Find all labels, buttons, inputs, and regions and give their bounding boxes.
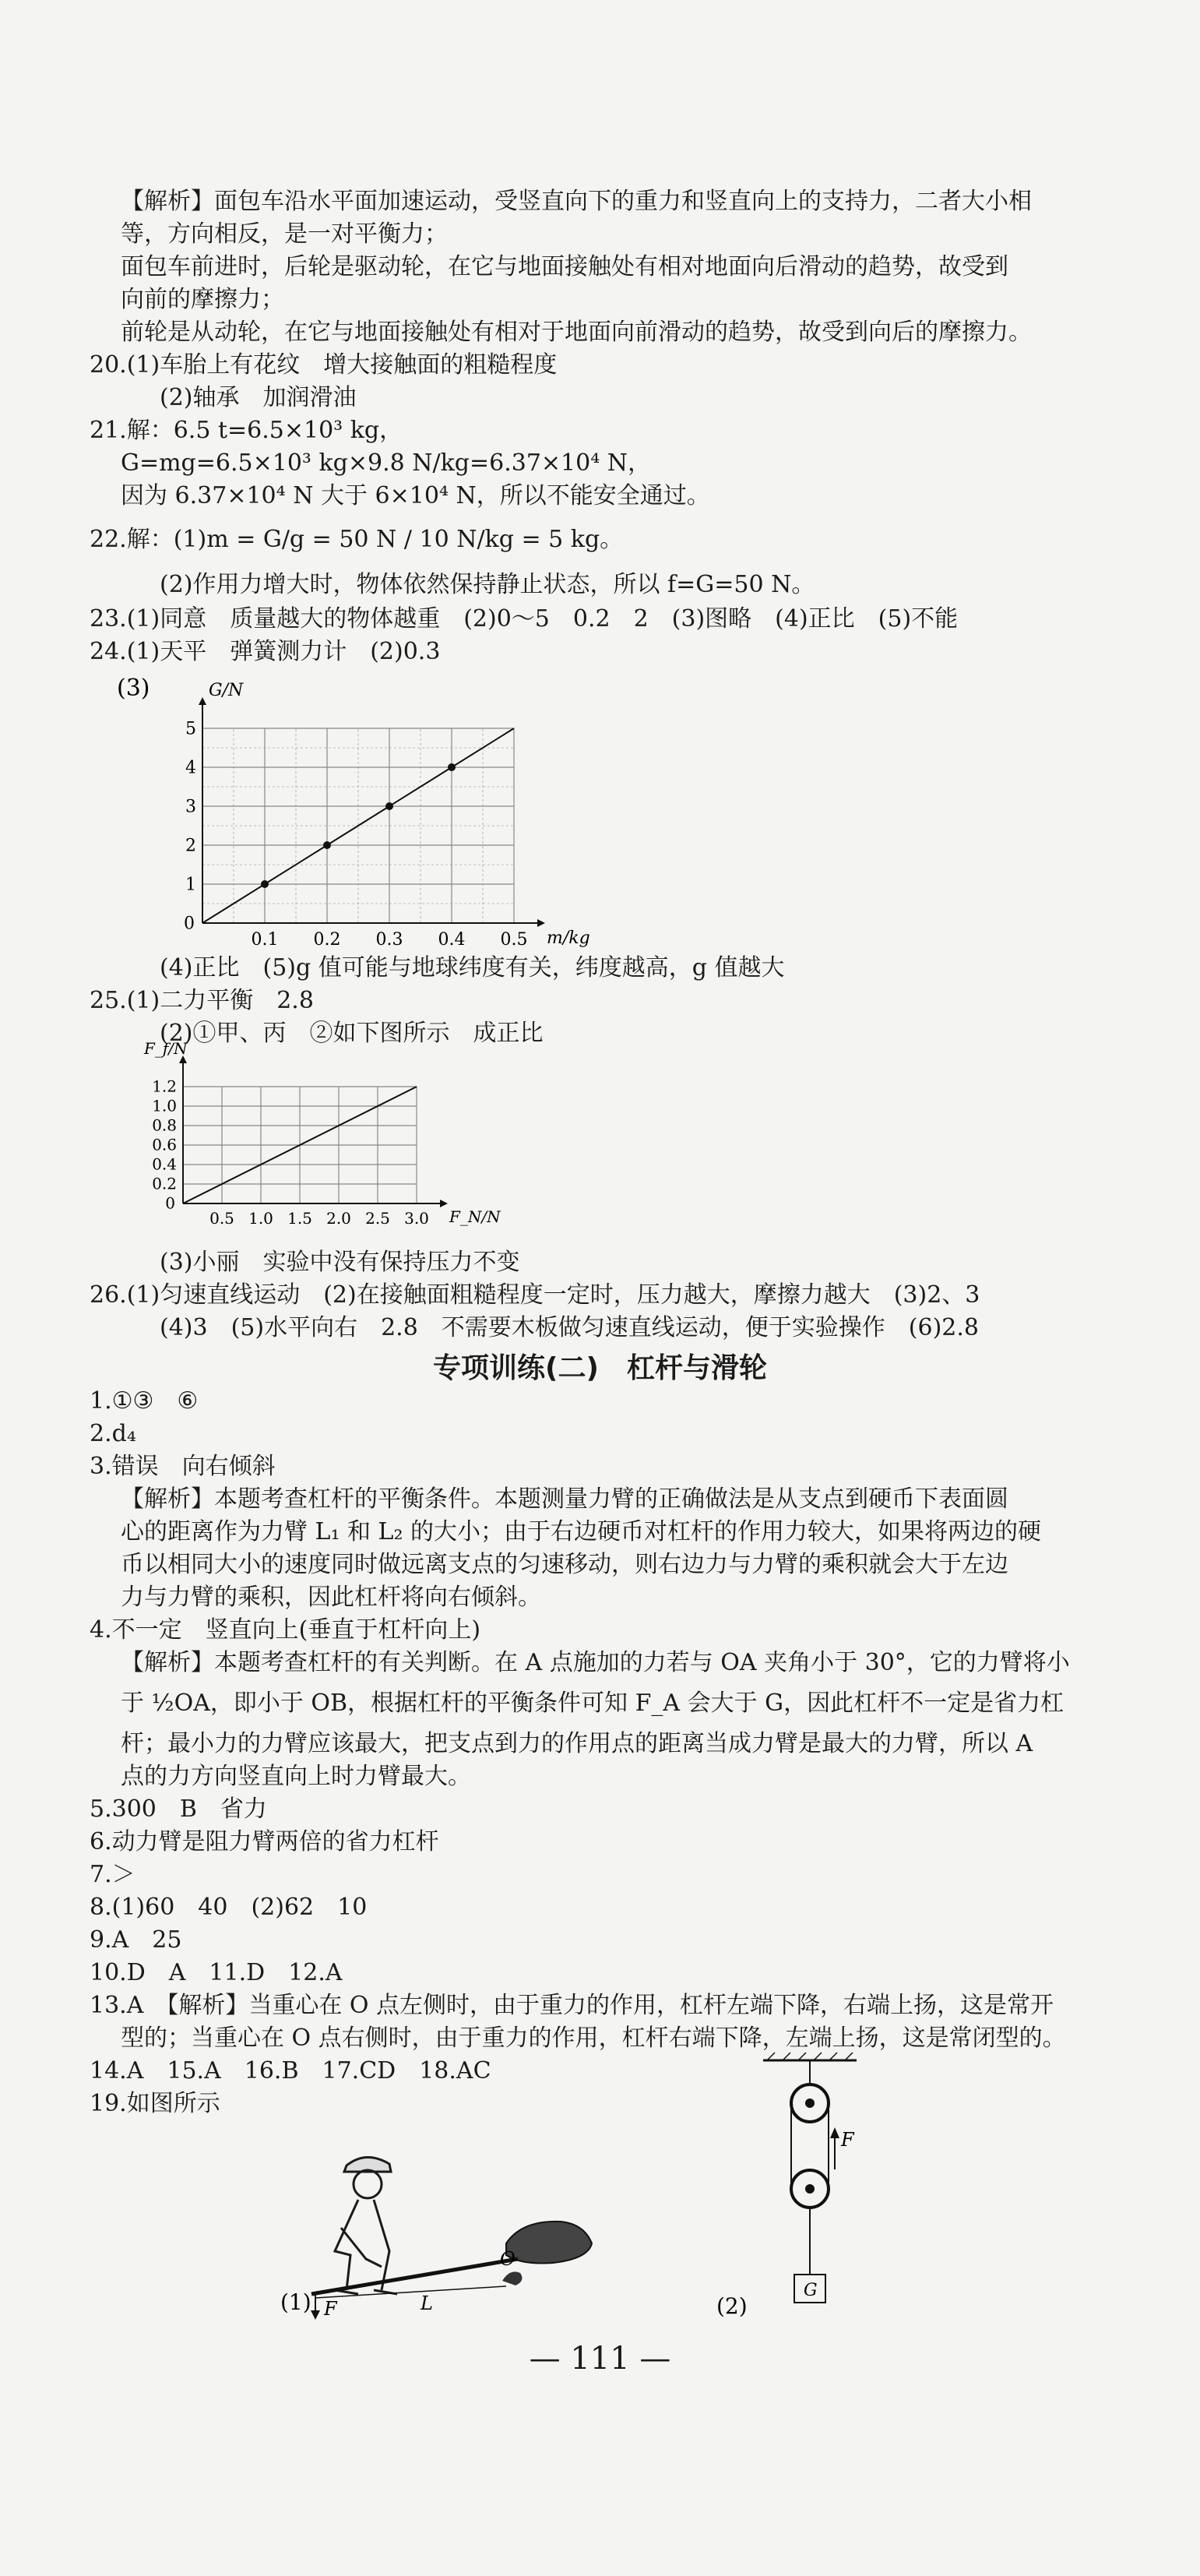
- x-tick-label: 2.5: [365, 1209, 390, 1228]
- fig2-label: (2): [716, 2293, 748, 2319]
- fulcrum-icon: [502, 2271, 522, 2285]
- text-line: 23.(1)同意 质量越大的物体越重 (2)0～5 0.2 2 (3)图略 (4)正比 (5)不能: [90, 605, 959, 633]
- text-line: 9.A 25: [90, 1926, 182, 1954]
- x-tick-label: 0.4: [438, 930, 466, 950]
- text-line: 24.(1)天平 弹簧测力计 (2)0.3: [90, 638, 441, 665]
- origin-label: 0: [165, 1193, 175, 1213]
- fig1-F-label: F: [324, 2298, 337, 2320]
- text-line: 力与力臂的乘积，因此杠杆将向右倾斜。: [121, 1584, 541, 1611]
- text-line: 14.A 15.A 16.B 17.CD 18.AC: [90, 2057, 491, 2084]
- chart-label: (3): [117, 675, 150, 702]
- text-line: 等，方向相反，是一对平衡力；: [121, 220, 448, 248]
- y-tick-label: 4: [185, 758, 196, 778]
- worker-icon: [335, 2157, 397, 2294]
- chart-g-vs-m: [117, 670, 600, 966]
- x-tick-label: 0.3: [375, 930, 403, 950]
- force-arrowhead: [311, 2310, 320, 2320]
- text-line: 26.(1)匀速直线运动 (2)在接触面粗糙程度一定时，压力越大，摩擦力越大 (3)2、3: [90, 1281, 980, 1309]
- y-tick-label: 0.8: [152, 1115, 177, 1135]
- y-tick-label: 3: [185, 797, 196, 817]
- fig1-L-label: L: [421, 2292, 433, 2314]
- x-axis-arrow: [440, 1200, 448, 1207]
- x-axis-label: F_N/N: [449, 1207, 501, 1226]
- text-line: 21.解：6.5 t=6.5×10³ kg，: [90, 417, 403, 444]
- x-tick-label: 3.0: [404, 1209, 429, 1228]
- y-tick-label: 5: [185, 719, 196, 739]
- y-tick-label: 0.6: [152, 1135, 177, 1154]
- y-tick-label: 2: [185, 836, 196, 856]
- y-axis-arrow: [199, 697, 206, 705]
- fig1-label: (1): [280, 2289, 311, 2315]
- text-line: 22.解：(1)m = G/g = 50 N / 10 N/kg = 5 kg。: [90, 526, 624, 553]
- y-tick-label: 1: [185, 875, 196, 895]
- text-line: (2)①甲、丙 ②如下图所示 成正比: [160, 1020, 544, 1047]
- text-line: 【解析】本题考查杠杆的平衡条件。本题测量力臂的正确做法是从支点到硬币下表面圆: [121, 1485, 1008, 1513]
- text-line: 5.300 B 省力: [90, 1795, 267, 1823]
- x-axis-label: m/kg: [547, 929, 590, 948]
- data-point: [323, 841, 331, 849]
- pulley-figure: [716, 2045, 888, 2325]
- x-axis-arrow: [537, 919, 545, 927]
- y-tick-label: 0.4: [152, 1154, 177, 1174]
- text-line: 1.①③ ⑥: [90, 1387, 199, 1415]
- text-line: 【解析】本题考查杠杆的有关判断。在 A 点施加的力若与 OA 夹角小于 30°，它的力臂将小: [121, 1649, 1070, 1676]
- text-line: 6.动力臂是阻力臂两倍的省力杠杆: [90, 1828, 439, 1855]
- text-line: 【解析】面包车沿水平面加速运动，受竖直向下的重力和竖直向上的支持力，二者大小相: [121, 188, 1032, 215]
- y-tick-label: 1.0: [152, 1096, 177, 1115]
- text-line: (3)小丽 实验中没有保持压力不变: [160, 1249, 520, 1276]
- text-line: 前轮是从动轮，在它与地面接触处有相对于地面向前滑动的趋势，故受到向后的摩擦力。: [121, 319, 1032, 346]
- text-line: (4)3 (5)水平向右 2.8 不需要木板做匀速直线运动，便于实验操作 (6)2.8: [160, 1314, 979, 1341]
- text-line: G=mg=6.5×10³ kg×9.8 N/kg=6.37×10⁴ N，: [121, 449, 652, 477]
- text-line: 10.D A 11.D 12.A: [90, 1959, 343, 1986]
- text-line: 3.错误 向右倾斜: [90, 1453, 276, 1480]
- text-line: (4)正比 (5)g 值可能与地球纬度有关，纬度越高，g 值越大: [160, 954, 785, 981]
- data-point: [385, 802, 393, 810]
- x-tick-label: 1.0: [248, 1209, 273, 1228]
- text-line: 于 ½OA，即小于 OB，根据杠杆的平衡条件可知 F_A 会大于 G，因此杠杆不一定是省力杠: [121, 1690, 1065, 1717]
- text-line: 杆；最小力的力臂应该最大，把支点到力的作用点的距离当成力臂是最大的力臂，所以 A: [121, 1730, 1033, 1757]
- text-line: 20.(1)车胎上有花纹 增大接触面的粗糙程度: [90, 351, 558, 379]
- section-title: 专项训练(二) 杠杆与滑轮: [433, 1352, 767, 1384]
- y-tick-label: 1.2: [152, 1077, 177, 1096]
- text-line: 25.(1)二力平衡 2.8: [90, 987, 314, 1014]
- lever-bar: [311, 2259, 518, 2294]
- text-line: 13.A 【解析】当重心在 O 点左侧时，由于重力的作用，杠杆左端下降，右端上扬，这是常开: [90, 1992, 1054, 2019]
- fig1-O-label: O: [500, 2248, 516, 2270]
- text-line: 4.不一定 竖直向上(垂直于杠杆向上): [90, 1616, 481, 1644]
- x-tick-label: 0.2: [313, 930, 341, 950]
- text-line: (2)作用力增大时，物体依然保持静止状态，所以 f=G=50 N。: [160, 571, 815, 598]
- fig2-F-label: F: [841, 2129, 854, 2151]
- x-tick-label: 2.0: [326, 1209, 351, 1228]
- text-line: 币以相同大小的速度同时做远离支点的匀速移动，则右边力与力臂的乘积就会大于左边: [121, 1551, 1008, 1578]
- rock-icon: [506, 2222, 592, 2264]
- text-line: 2.d₄: [90, 1420, 136, 1447]
- x-tick-label: 0.1: [251, 930, 279, 950]
- fig2-G-label: G: [804, 2281, 818, 2300]
- page-number: — 111 —: [529, 2341, 671, 2377]
- text-line: 面包车前进时，后轮是驱动轮，在它与地面接触处有相对地面向后滑动的趋势，故受到: [121, 253, 1008, 280]
- text-line: 19.如图所示: [90, 2090, 220, 2117]
- data-point: [261, 880, 269, 888]
- x-tick-label: 0.5: [500, 930, 528, 950]
- y-axis-label: F_f/N: [144, 1039, 188, 1058]
- x-tick-label: 0.5: [209, 1209, 234, 1228]
- text-line: 8.(1)60 40 (2)62 10: [90, 1894, 368, 1921]
- origin-label: 0: [184, 914, 195, 934]
- text-line: 点的力方向竖直向上时力臂最大。: [121, 1763, 471, 1790]
- text-line: 向前的摩擦力；: [121, 286, 284, 313]
- text-line: 心的距离作为力臂 L₁ 和 L₂ 的大小；由于右边硬币对杠杆的作用力较大，如果将两边的硬: [121, 1518, 1042, 1545]
- text-line: 型的；当重心在 O 点右侧时，由于重力的作用，杠杆右端下降，左端上扬，这是常闭型的。: [121, 2025, 1066, 2052]
- data-point: [448, 763, 456, 771]
- chart-ff-vs-fn: [117, 1039, 501, 1239]
- text-line: 因为 6.37×10⁴ N 大于 6×10⁴ N，所以不能安全通过。: [121, 482, 710, 509]
- lever-figure: [273, 2134, 709, 2321]
- text-line: 7.＞: [90, 1861, 135, 1888]
- y-axis-label: G/N: [209, 681, 244, 700]
- y-tick-label: 0.2: [152, 1174, 177, 1193]
- text-line: (2)轴承 加润滑油: [160, 384, 357, 411]
- x-tick-label: 1.5: [287, 1209, 312, 1228]
